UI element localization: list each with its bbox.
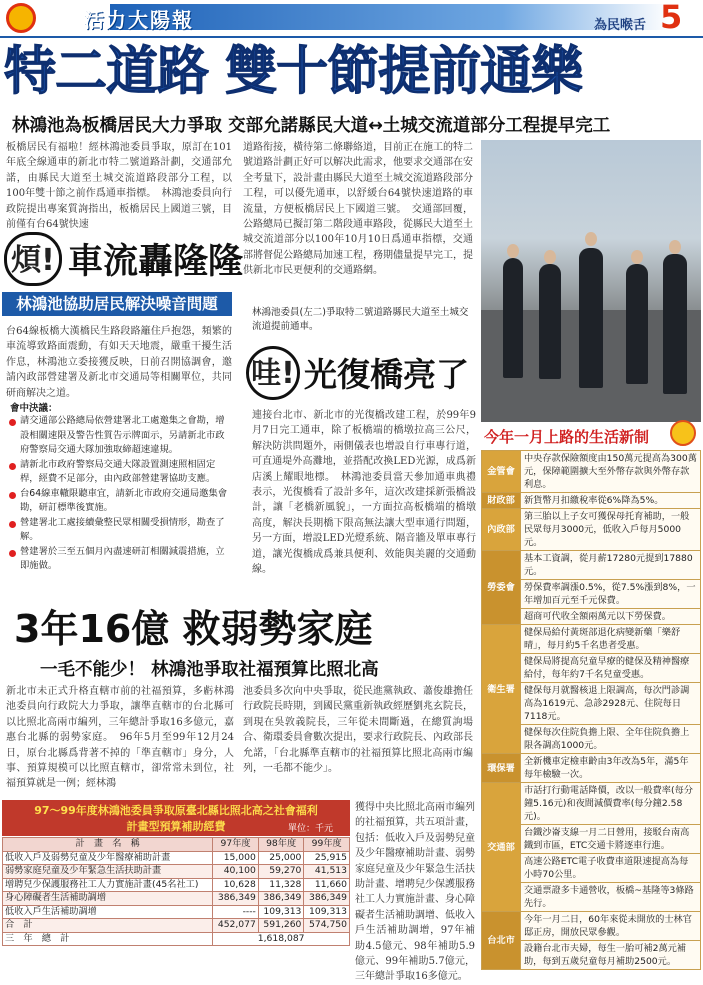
story2-body: 台64線板橋大漢橋民生路段路籬住戶抱怨，頻繁的車流導致路面震動，有如天天地震，嚴重干擾生活作息，林鴻池立委接獲反映，日前召開協調會，邀請內政部營建署及新北市交通局等相關單位，共同研商解决之道。	[6, 326, 232, 399]
budget-cell: 41,513	[304, 865, 350, 879]
sidebar-category: 內政部	[482, 509, 521, 551]
budget-header: 計 畫 名 稱	[3, 838, 213, 852]
budget-cell: 10,628	[213, 878, 259, 892]
story1-col2: 道路衔接，橫待第二條聯絡道，目前正在施工的特二號道路計劃正好可以解决此需求，他要求交通部在安全考量下，設計畫由縣民大道至土城交流道路段部分工程，可以優先通車，以舒緩台64號快速道路的車流量，方便板橋居民上下國道三號。 交通部回覆，公路總局已擬訂第二階段通車路段，從縣民大道至土城交流道部分以100年10月10日爲通車指標，交通部將督促公路總局加速工程，務期儘量提早完工，提供新北市民更便利的交通路網。	[243, 142, 473, 277]
sidebar-category: 交通部	[482, 783, 521, 912]
budget-cell: 59,270	[258, 865, 304, 879]
budget-total-label: 三 年 總 計	[3, 932, 213, 946]
budget-table	[2, 837, 350, 946]
budget-total-value: 1,618,087	[213, 932, 350, 946]
budget-cell: 25,915	[304, 851, 350, 865]
budget-cell: 574,750	[304, 919, 350, 933]
resolution-item: 請新北市政府警察局交通大隊設置測速照相固定桿，經費不足部分，由內政部營建署協助支應。	[8, 458, 232, 487]
resolution-item: 營建署於三至五個月內盡速研訂相關減震措施，立即施做。	[8, 545, 232, 574]
sun-logo-icon	[6, 3, 36, 33]
sidebar-item: 市話打行動電話降價，改以一般費率(每分鐘5.16元)和夜間減價費率(每分鐘2.58元)。	[521, 783, 701, 825]
budget-header: 97年度	[213, 838, 259, 852]
sidebar-item: 健保每次住院負擔上限、全年住院負擔上限各調高1000元。	[521, 725, 701, 754]
sidebar-category: 財政部	[482, 493, 521, 509]
resolution-list	[8, 414, 232, 574]
sidebar-item: 超商可代收全額兩萬元以下勞保費。	[521, 609, 701, 625]
sidebar-item: 健保局將提高兒童早療的健保及精神醫療給付，每年約7千名兒童受惠。	[521, 654, 701, 683]
story4-subtitle: 一毛不能少！ 林鴻池爭取社福預算比照北高	[40, 660, 379, 680]
resolution-item: 台64線車轍限聽車宜，請新北市政府交通局邀集會勘，研訂標準後實施。	[8, 487, 232, 516]
sidebar-item: 設籍台北市夫婦，每生一胎可補2萬元補助，每到五歲兒童每月補助2500元。	[521, 941, 701, 970]
sidebar-row	[482, 551, 701, 580]
brand-title: 活力大陽報	[84, 8, 194, 32]
budget-header: 98年度	[258, 838, 304, 852]
story4-col3: 獲得中央比照北高兩市編列的社福預算，共五項計畫，包括：低收入戶及弱勢兒童及少年醫療補助計畫、弱勢家庭兒童及少年緊急生活扶助計畫、增聘兒少保護服務社工人力實施計畫、身心障礙者生活補助調增、低收入戶生活補助調增，97年補助4.5億元、98年補助5.9億元、99年補助5.7億元，三年總計爭取16多億元。	[355, 802, 475, 983]
page-number: 5	[660, 0, 683, 36]
budget-cell: 弱勢家庭兒童及少年緊急生活扶助計畫	[3, 865, 213, 879]
budget-title: 97～99年度林鴻池委員爭取原臺北縣比照北高之社會福利	[34, 804, 318, 817]
budget-cell: 合 計	[3, 919, 213, 933]
sidebar-item: 中央存款保險額度由150萬元提高為300萬元，保障範圍擴大至外幣存款與外幣存款利息。	[521, 451, 701, 493]
sidebar-table	[481, 450, 701, 970]
story4-col2: 池委員多次向中央爭取，從民進黨執政、蕭俊雄擔任行政院長時期，到國民黨重新執政經歷劉兆玄院長，到現在吳敦義院長，三年從未間斷過，在總質詢場合、衛環委員會數次提出，要求行政院長、內政部長允諾，「台北縣準直轄市的社福預算比照北高兩市編列，一毛都不能少」。	[243, 686, 473, 775]
section-label: 為民喉舌	[594, 18, 647, 33]
budget-header-row	[3, 838, 350, 852]
resolution-item: 營建署北工處接續彙整民眾相關受損情形，勘查了解。	[8, 516, 232, 545]
budget-cell: ----	[213, 905, 259, 919]
story4-col1: 新北市未正式升格直轄市前的社福預算，多虧林鴻池委員向行政院大力爭取，讓準直轄市的台北縣可以比照北高兩市編列，三年總計爭取16多億元，嘉惠台北縣的弱勢家庭。 96年5月至99年12月24日，原台北縣爲背著不掉的「準直轄市」身分，人事、預算規模可以比照直轄市，卻常常未到位，社福預算就是一例；經林鴻	[6, 686, 234, 790]
sidebar-row	[482, 451, 701, 493]
sidebar-item: 基本工資調，從月薪17280元提到17880元。	[521, 551, 701, 580]
sun-mascot-icon	[670, 420, 696, 446]
sidebar-item: 健保每月就醫核退上限調高，每次門診調高為1619元、急診2928元、住院每日7118元。	[521, 683, 701, 725]
sidebar-category: 衛生署	[482, 625, 521, 754]
budget-row	[3, 905, 350, 919]
budget-cell: 低收入戶生活補助調增	[3, 905, 213, 919]
budget-cell: 386,349	[213, 892, 259, 906]
budget-cell: 452,077	[213, 919, 259, 933]
sidebar-item: 勞保費率調漲0.5%，從7.5%漲到8%，一年增加百元至千元保費。	[521, 580, 701, 609]
sidebar-item: 新貨幣月扣繳稅率從6%降為5%。	[521, 493, 701, 509]
budget-cell: 身心障礙者生活補助調增	[3, 892, 213, 906]
resolution-item: 請交通部公路總局依營建署北工處邀集之會勘，增設相關速限及警告性質告示牌面示，另請新北市政府警察局交通大隊加強取締超速違規。	[8, 414, 232, 458]
budget-row	[3, 851, 350, 865]
story4-title: 3年16億 救弱勢家庭	[14, 607, 373, 651]
budget-cell: 11,328	[258, 878, 304, 892]
sidebar-category: 台北市	[482, 912, 521, 970]
budget-header: 99年度	[304, 838, 350, 852]
story2-kicker: 煩!	[4, 232, 62, 286]
sidebar-category: 金管會	[482, 451, 521, 493]
budget-row	[3, 892, 350, 906]
budget-row	[3, 919, 350, 933]
budget-cell: 增聘兒少保護服務社工人力實施計畫(45名社工)	[3, 878, 213, 892]
photo-caption: 林鴻池委員(左二)爭取特二號道路縣民大道至土城交流道提前通車。	[252, 307, 469, 332]
sidebar-title: 今年一月上路的生活新制	[484, 428, 650, 446]
sidebar-row	[482, 509, 701, 551]
sidebar-row	[482, 493, 701, 509]
sidebar-item: 台鐵沙崙支線一月二日營用，接駁台南高鐵到市區，ETC交通卡將逐車行進。	[521, 825, 701, 854]
budget-cell: 40,100	[213, 865, 259, 879]
budget-cell: 386,349	[258, 892, 304, 906]
sidebar-item: 全新機車定檢車齡由3年改為5年，滿5年每年檢驗一次。	[521, 754, 701, 783]
sidebar-row	[482, 625, 701, 654]
main-subheadline: 林鴻池為板橋居民大力爭取 交部允諾縣民大道↔土城交流道部分工程提早完工	[12, 116, 611, 136]
budget-total-row	[3, 932, 350, 946]
budget-cell: 109,313	[258, 905, 304, 919]
news-photo	[481, 140, 701, 422]
budget-unit: 單位：千元	[288, 824, 334, 834]
sidebar-category: 勞委會	[482, 551, 521, 625]
sidebar-row	[482, 783, 701, 825]
budget-row	[3, 865, 350, 879]
sidebar-row	[482, 754, 701, 783]
story1-col1: 板橋居民有福啦！經林鴻池委員爭取，原訂在101年底全線通車的新北市特二號道路計劃，交通部允諾，由縣民大道至土城交流道路段部分工程，以100年雙十節之前作爲通車指標。 林鴻池委員向行政院提出專案質詢指出，板橋居民上國道三號，目前僅有台64號快速	[6, 142, 232, 231]
budget-cell: 25,000	[258, 851, 304, 865]
budget-cell: 低收入戶及弱勢兒童及少年醫療補助計畫	[3, 851, 213, 865]
sidebar-row	[482, 912, 701, 941]
masthead-bar	[110, 4, 670, 30]
budget-cell: 11,660	[304, 878, 350, 892]
sidebar-item: 高速公路ETC電子收費車道限速提高為每小時70公里。	[521, 854, 701, 883]
resolution-label: 會中決議：	[10, 403, 58, 414]
sidebar-category: 環保署	[482, 754, 521, 783]
budget-row	[3, 878, 350, 892]
story2-title: 車流轟隆隆	[68, 242, 244, 282]
story2-subtitle: 林鴻池協助居民解決噪音問題	[2, 292, 232, 316]
story3-kicker: 哇!	[246, 346, 300, 400]
budget-cell: 15,000	[213, 851, 259, 865]
sidebar-item: 交通票證多卡通營收，板橋~基隆等3條路先行。	[521, 883, 701, 912]
story3-title: 光復橋亮了	[304, 355, 469, 394]
sidebar-item: 第三胎以上子女可獲保母托育補助，一般民眾每月3000元，低收入戶每月5000元。	[521, 509, 701, 551]
budget-cell: 109,313	[304, 905, 350, 919]
sidebar-item: 健保局給付黃斑部退化病變新藥「樂舒晴」，每月約5千名患者受惠。	[521, 625, 701, 654]
sidebar-item: 今年一月二日，60年來從未開放的士林官邸正房，開放民眾參觀。	[521, 912, 701, 941]
budget-cell: 386,349	[304, 892, 350, 906]
budget-cell: 591,260	[258, 919, 304, 933]
story3-body: 連接台北市、新北市的光復橋改建工程，於99年9月7日完工通車，除了板橋端的橋墩拉高三公尺，解決防洪問題外，兩側儀表也增設自行車專行道，可直通堤外高灘地，並搭配改換LED光源，成爲新店溪上耀眼地標。 林鴻池委員當天參加通車典禮表示，光復橋看了設計多年，這次改建採新張橋設計，讓「老橋新風貌」，一方面拉高板橋端的橋墩高度，解決長期橋下限高無法讓大型車通行問題，另一方面，增設LED光燈系統、隔音牆及單車專行道，讓光復橋成爲兼具便利、效能與美麗的交通動線。	[252, 410, 476, 576]
main-headline: 特二道路 雙十節提前通樂	[4, 42, 583, 102]
budget-title-line2: 計畫型預算補助經費	[126, 820, 226, 833]
